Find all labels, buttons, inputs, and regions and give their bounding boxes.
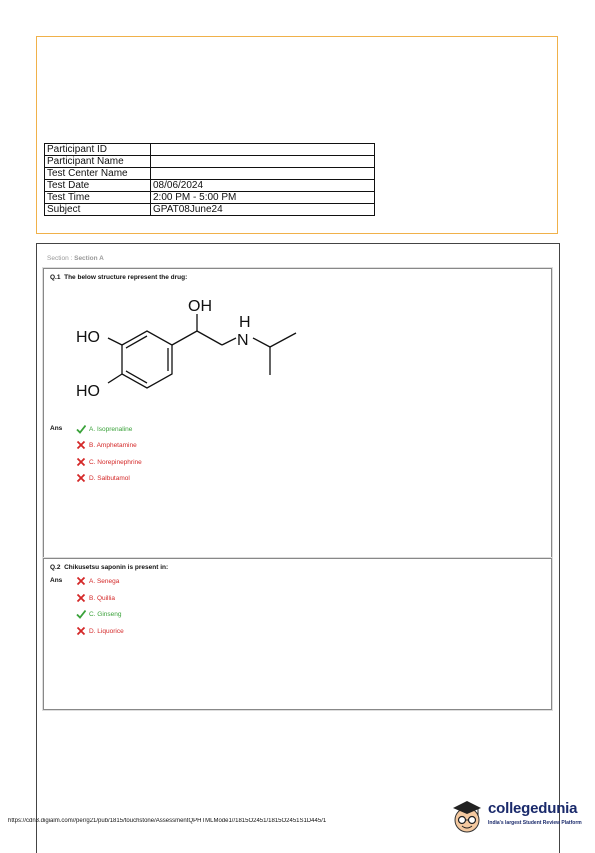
cross-icon	[76, 593, 86, 603]
option-b	[76, 440, 137, 450]
structure-label-n: N	[237, 332, 249, 349]
option-text: C. Norepinephrine	[89, 458, 142, 466]
answer-label: Ans	[50, 577, 63, 584]
option-text: D. Salbutamol	[89, 474, 130, 482]
info-row	[45, 204, 375, 216]
option-c	[76, 457, 142, 467]
info-label: Test Time	[45, 192, 151, 204]
answer-label: Ans	[50, 425, 63, 432]
cross-icon	[76, 576, 86, 586]
section-name: Section A	[74, 255, 104, 262]
option-text: C. Ginseng	[89, 610, 122, 618]
info-row	[45, 156, 375, 168]
info-value	[151, 144, 375, 156]
check-icon	[76, 424, 86, 434]
option-text: A. Senega	[89, 577, 120, 585]
structure-label-ho: HO	[76, 329, 100, 346]
info-value	[151, 156, 375, 168]
option-d	[76, 473, 130, 483]
logo-name: collegedunia	[488, 800, 578, 817]
chemical-structure	[60, 290, 320, 410]
info-label: Subject	[45, 204, 151, 216]
structure-label-h: H	[239, 314, 251, 331]
question-2-title	[50, 564, 168, 571]
question-text: Chikusetsu saponin is present in:	[64, 564, 169, 571]
option-d	[76, 626, 124, 636]
option-text: A. Isoprenaline	[89, 425, 133, 433]
cross-icon	[76, 626, 86, 636]
section-prefix: Section :	[47, 255, 75, 262]
info-label: Participant ID	[45, 144, 151, 156]
question-number: Q.2	[50, 564, 61, 571]
question-text: The below structure represent the drug:	[64, 274, 188, 281]
info-row	[45, 168, 375, 180]
option-text: B. Quillia	[89, 594, 116, 602]
section-label	[47, 255, 104, 262]
info-value: 08/06/2024	[151, 180, 375, 192]
info-label: Participant Name	[45, 156, 151, 168]
check-icon	[76, 609, 86, 619]
info-value	[151, 168, 375, 180]
info-label: Test Date	[45, 180, 151, 192]
cross-icon	[76, 440, 86, 450]
structure-label-oh: OH	[188, 298, 212, 315]
option-a	[76, 576, 119, 586]
info-label: Test Center Name	[45, 168, 151, 180]
participant-info-table	[44, 143, 375, 216]
info-row	[45, 192, 375, 204]
option-text: D. Liquorice	[89, 627, 124, 635]
info-value: GPAT08June24	[151, 204, 375, 216]
footer-url[interactable]: https://cdn3.digialm.com//per/g21/pub/1815/touchstone/AssessmentQPHTMLMode1//1815O2451/1815O2451S1D445/1	[8, 818, 327, 824]
logo-tagline: India's largest Student Review Platform	[488, 820, 582, 826]
option-b	[76, 593, 115, 603]
option-c	[76, 609, 122, 619]
option-a	[76, 424, 132, 434]
cross-icon	[76, 457, 86, 467]
info-row	[45, 180, 375, 192]
structure-label-ho: HO	[76, 383, 100, 400]
info-row	[45, 144, 375, 156]
question-1-title	[50, 274, 187, 281]
option-text: B. Amphetamine	[89, 441, 137, 449]
cross-icon	[76, 473, 86, 483]
info-value: 2:00 PM - 5:00 PM	[151, 192, 375, 204]
collegedunia-logo-icon	[447, 796, 487, 836]
question-number: Q.1	[50, 274, 61, 281]
